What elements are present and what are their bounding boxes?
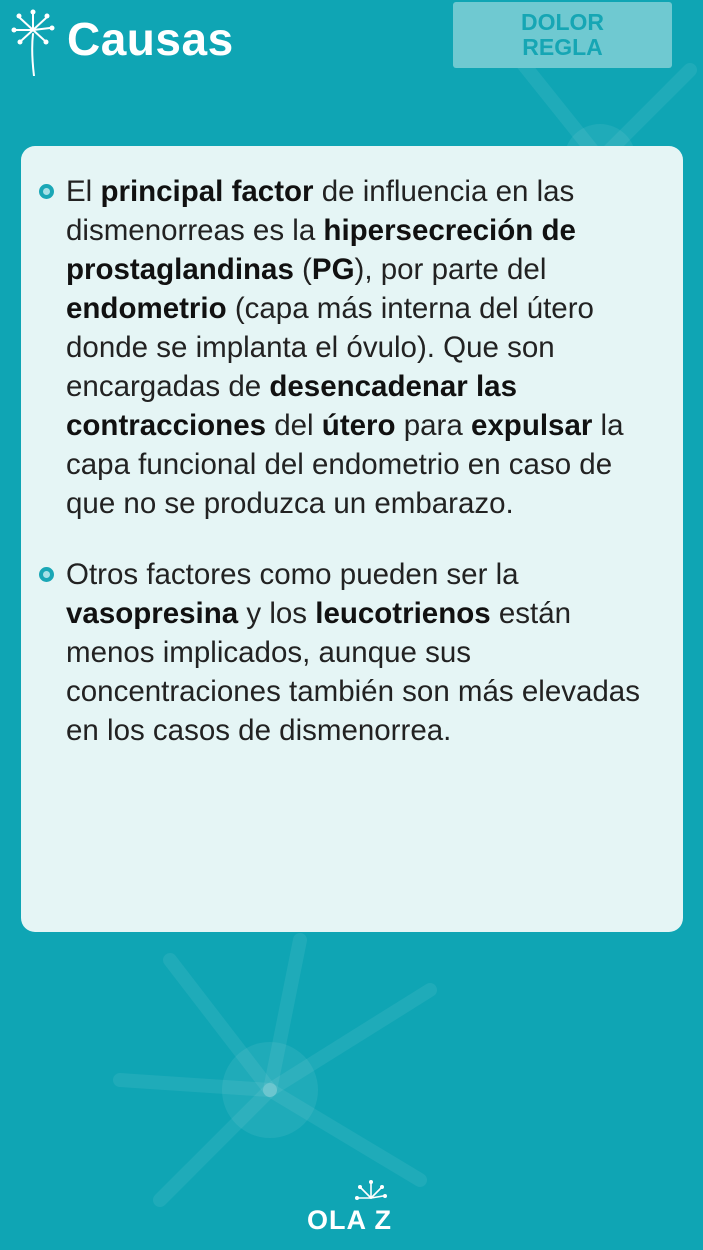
text-segment: del	[266, 409, 322, 442]
bold-text: hipersecreción de prostaglandinas	[66, 214, 576, 286]
list-item	[39, 172, 659, 523]
bold-text: vasopresina	[66, 597, 239, 630]
text-segment: de influencia en las dismenorreas es la	[66, 175, 575, 247]
text-segment: Otros factores como pueden ser la	[66, 558, 519, 591]
list-item	[39, 555, 659, 750]
brand-logo-text: OLA Z	[307, 1205, 392, 1235]
bold-text: endometrio	[66, 292, 227, 325]
bullet-icon	[39, 184, 54, 199]
text-segment: (	[293, 253, 312, 286]
text-segment: y los	[238, 597, 316, 630]
text-segment: ), por parte del	[354, 253, 547, 286]
bold-text: útero	[321, 409, 396, 442]
bold-text: PG	[311, 253, 355, 286]
bullet-icon	[39, 567, 54, 582]
topic-tag-line1: DOLOR	[520, 9, 605, 35]
text-segment: para	[395, 409, 471, 442]
text-segment: están menos implicados, aunque sus concentraciones también son más elevadas en los casos de dismenorrea.	[66, 597, 640, 747]
bold-text: desencadenar las contracciones	[66, 370, 517, 442]
paragraph-prostaglandinas	[66, 172, 659, 523]
bold-text: leucotrienos	[315, 597, 491, 630]
topic-tag-line2: REGLA	[522, 34, 603, 60]
paragraph-otros-factores	[66, 555, 659, 750]
text-segment: (capa más interna del útero donde se implanta el óvulo). Que son encargadas de	[66, 292, 594, 403]
topic-tag	[453, 2, 672, 68]
content-card	[21, 146, 683, 932]
bold-text: principal factor	[100, 175, 314, 208]
dandelion-logo-icon	[4, 6, 60, 76]
text-segment: la capa funcional del endometrio en caso de que no se produzca un embarazo.	[66, 409, 624, 520]
text-segment: El	[66, 175, 101, 208]
page-title: Causas	[67, 13, 234, 65]
bold-text: expulsar	[470, 409, 593, 442]
